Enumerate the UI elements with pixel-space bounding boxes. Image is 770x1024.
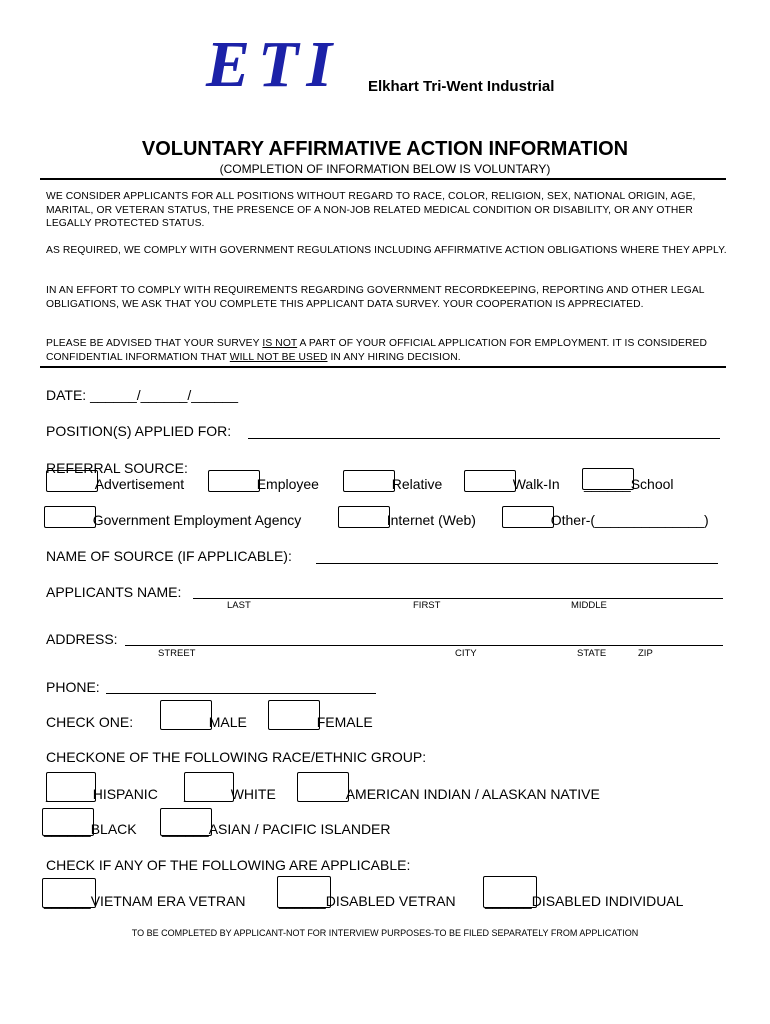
- government-option: ______Government Employment Agency: [46, 512, 302, 528]
- hispanic-option: ______HISPANIC: [46, 786, 158, 802]
- school-option: ______School: [584, 476, 674, 492]
- state-caption: STATE: [577, 648, 607, 659]
- applicant-name-label: APPLICANTS NAME:: [46, 584, 182, 600]
- policy-paragraph-4: PLEASE BE ADVISED THAT YOUR SURVEY IS NOT A PART OF YOUR OFFICIAL APPLICATION FOR EMPLOYMENT. IT IS CONSIDERED CONFIDENTIAL INFORMATION THAT WILL NOT BE USED IN ANY HIRING DECISION.: [46, 338, 708, 363]
- advertisement-option: ______Advertisement: [48, 476, 185, 492]
- policy-paragraph-1: WE CONSIDER APPLICANTS FOR ALL POSITIONS WITHOUT REGARD TO RACE, COLOR, RELIGION, SEX, NATIONAL ORIGIN, AGE, MARITAL, OR VETERAN STATUS, THE PRESENCE OF A NON-JOB RELATED MEDICAL CONDITION OR DISABILITY, OR ANY OTHER LEGALLY PROTECTED STATUS.: [46, 191, 696, 229]
- black-option: ______BLACK: [44, 821, 137, 837]
- walkin-option: ______Walk-In: [466, 476, 560, 492]
- city-caption: CITY: [455, 648, 477, 659]
- phone-input-line[interactable]: [106, 693, 376, 694]
- applicant-name-input-line[interactable]: [193, 598, 723, 599]
- form-subtitle: (COMPLETION OF INFORMATION BELOW IS VOLUNTARY): [219, 162, 551, 176]
- position-label: POSITION(S) APPLIED FOR:: [46, 423, 232, 439]
- check-one-label: CHECK ONE:: [46, 714, 134, 730]
- relative-option: ______Relative: [345, 476, 443, 492]
- street-caption: STREET: [158, 648, 196, 659]
- bottom-divider: [40, 366, 726, 368]
- address-label: ADDRESS:: [46, 631, 118, 647]
- vietnam-option: ______VIETNAM ERA VETRAN: [44, 893, 246, 909]
- disabled-vet-option: ______DISABLED VETRAN: [279, 893, 456, 909]
- middle-name-caption: MIDDLE: [571, 600, 607, 611]
- form-title: VOLUNTARY AFFIRMATIVE ACTION INFORMATION: [141, 138, 629, 160]
- referral-label: REFERRAL SOURCE:: [46, 460, 188, 476]
- top-divider: [40, 178, 726, 180]
- position-input-line[interactable]: [248, 438, 720, 439]
- asian-option: ______ASIAN / PACIFIC ISLANDER: [162, 821, 391, 837]
- american-indian-option: ______AMERICAN INDIAN / ALASKAN NATIVE: [299, 786, 600, 802]
- white-option: ______WHITE: [184, 786, 276, 802]
- company-name: Elkhart Tri-Went Industrial: [368, 78, 555, 95]
- source-name-input-line[interactable]: [316, 563, 718, 564]
- address-input-line[interactable]: [125, 645, 723, 646]
- source-name-label: NAME OF SOURCE (IF APPLICABLE):: [46, 548, 292, 564]
- internet-option: ______Internet (Web): [340, 512, 476, 528]
- policy-paragraph-3: IN AN EFFORT TO COMPLY WITH REQUIREMENTS REGARDING GOVERNMENT RECORDKEEPING, REPORTING AND OTHER LEGAL OBLIGATIONS, WE ASK THAT YOU COMPLETE THIS APPLICANT DATA SURVEY. YOUR COOPERATION IS APPRECIATED.: [46, 285, 705, 310]
- disabled-individual-option: ______DISABLED INDIVIDUAL: [485, 893, 684, 909]
- female-option: ______FEMALE: [270, 714, 373, 730]
- footer-note: TO BE COMPLETED BY APPLICANT-NOT FOR INTERVIEW PURPOSES-TO BE FILED SEPARATELY FROM APPLICATION: [131, 928, 639, 938]
- date-field[interactable]: DATE: ______/______/______: [46, 387, 239, 403]
- company-logo: ETI: [206, 28, 341, 101]
- employee-option: ______Employee: [210, 476, 319, 492]
- male-option: ______MALE: [162, 714, 247, 730]
- race-heading: CHECKONE OF THE FOLLOWING RACE/ETHNIC GROUP:: [46, 749, 427, 765]
- first-name-caption: FIRST: [413, 600, 441, 611]
- phone-label: PHONE:: [46, 679, 100, 695]
- last-name-caption: LAST: [227, 600, 251, 611]
- other-option: ______Other-(______________): [504, 512, 709, 528]
- policy-paragraph-2: AS REQUIRED, WE COMPLY WITH GOVERNMENT REGULATIONS INCLUDING AFFIRMATIVE ACTION OBLIGATIONS WHERE THEY APPLY.: [46, 245, 727, 256]
- zip-caption: ZIP: [638, 648, 653, 659]
- applicable-heading: CHECK IF ANY OF THE FOLLOWING ARE APPLICABLE:: [46, 857, 411, 873]
